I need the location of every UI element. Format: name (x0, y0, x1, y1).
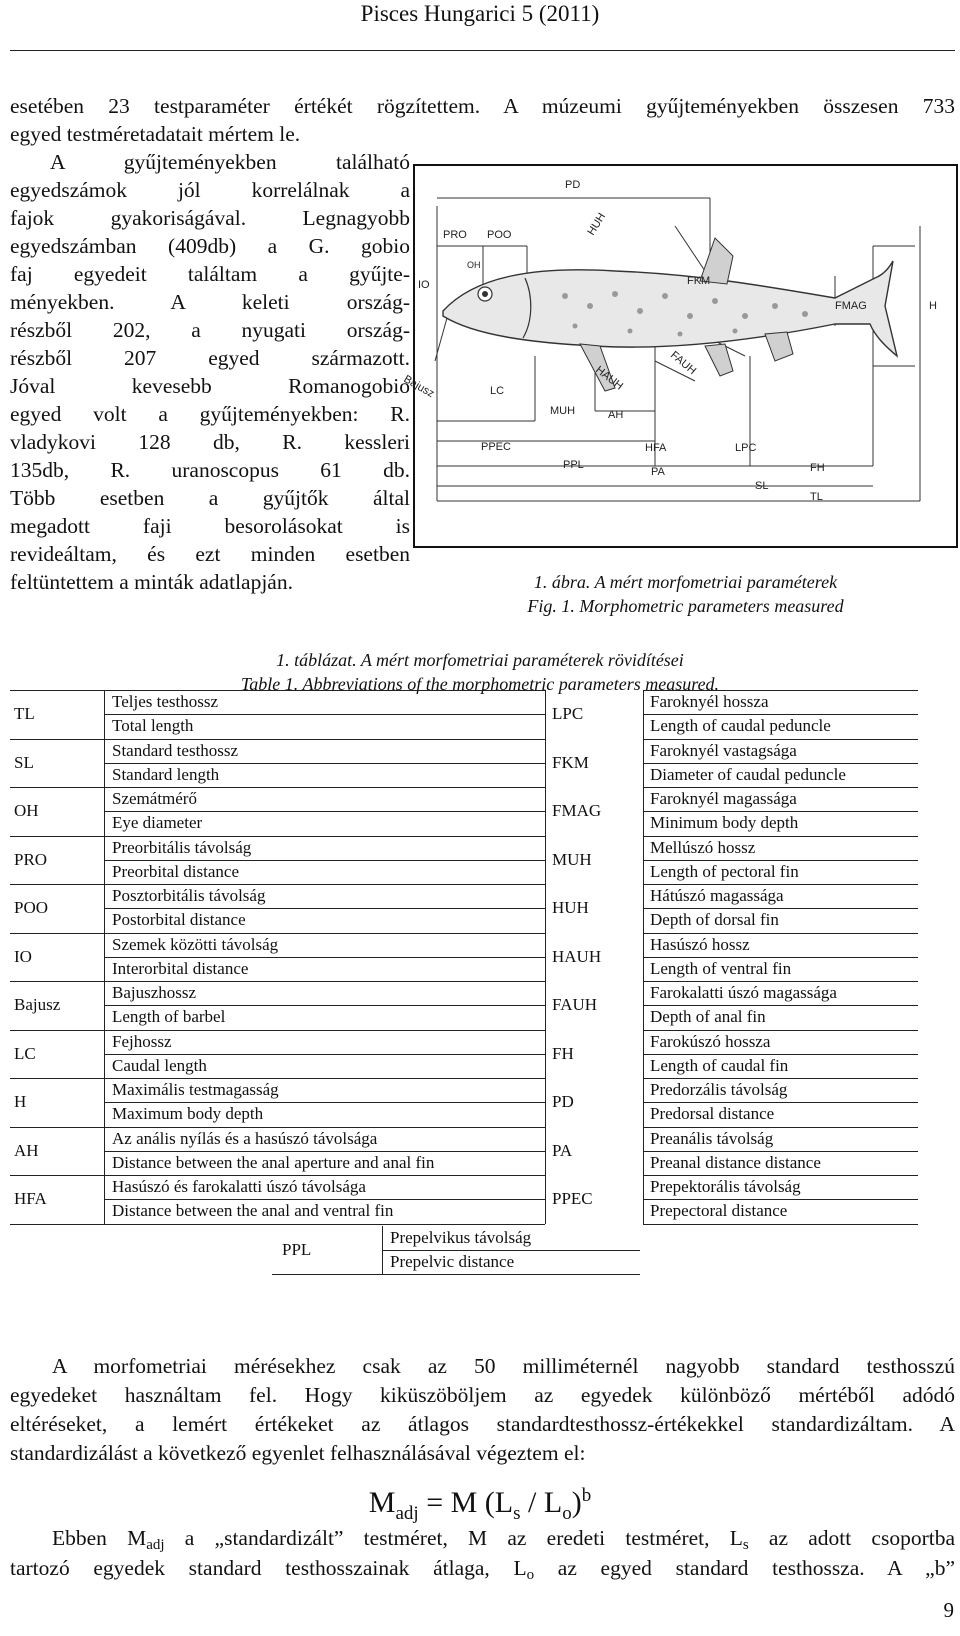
table-abbr-left: SL (14, 752, 34, 772)
table-abbr-left: OH (14, 801, 39, 820)
table-abbr-left: IO (14, 946, 32, 966)
table-hu-right: Faroknyél magassága (650, 789, 797, 808)
table-rule (643, 1005, 918, 1006)
left-col-line-8: részből 207 egyed származott. (10, 346, 410, 370)
table-hu-right: Preanális távolság (650, 1128, 774, 1148)
table-rule (104, 1102, 545, 1103)
intro-line-1: esetében 23 testparaméter értékét rögzítettem. A múzeumi gyűjteményekben összesen 733 (10, 94, 955, 118)
table-rule (643, 836, 918, 837)
table-en-left: Caudal length (112, 1055, 207, 1075)
table-en-left: Distance between the anal aperture and anal fin (112, 1152, 435, 1172)
left-col-line-11: vladykovi 128 db, R. kessleri (10, 430, 410, 454)
fig-label-oh: OH (467, 260, 481, 270)
table-rule (10, 836, 545, 837)
table-abbr-left: HFA (14, 1189, 47, 1208)
table-en-left: Standard length (112, 764, 220, 784)
table-hu-right: Hasúszó hossz (650, 934, 750, 954)
table-en-left: Postorbital distance (112, 910, 246, 929)
table-en-left: Length of barbel (112, 1007, 226, 1026)
table-abbr-left: LC (14, 1043, 36, 1063)
table-hu-right: Predorzális távolság (650, 1080, 788, 1099)
closing-l1-sub-adj: adj (146, 1537, 165, 1553)
formula-m: M (368, 1486, 396, 1519)
table-hu-left: Standard testhossz (112, 740, 239, 760)
table-divider (545, 690, 546, 1224)
table-hu-left: Fejhossz (112, 1031, 172, 1051)
figure-caption-en: Fig. 1. Morphometric parameters measured (527, 596, 844, 616)
closing-l1-b: a „standardizált” testméret, M az eredeti testméret, L (164, 1526, 743, 1550)
left-col-line-1: A gyűjteményekben található (50, 150, 410, 174)
formula-middle: = M (L (418, 1486, 514, 1519)
table-abbr-right: PA (552, 1140, 573, 1160)
table-abbr-right: FAUH (552, 995, 598, 1014)
table-rule (643, 690, 918, 691)
fig-label-pa: PA (651, 466, 665, 478)
page-number: 9 (943, 1598, 954, 1622)
table-rule (643, 981, 918, 982)
table-en-right: Length of caudal peduncle (650, 716, 831, 735)
table-abbr-right: PPEC (552, 1189, 593, 1208)
table-rule (104, 763, 545, 764)
running-header: Pisces Hungarici 5 (2011) (360, 1, 600, 26)
table-en-right: Length of caudal fin (650, 1055, 789, 1075)
fig-label-poo: POO (487, 229, 512, 241)
table-rule (10, 690, 545, 691)
fig-label-huh: HUH (585, 211, 609, 238)
table-hu-right: Farokúszó hossza (650, 1031, 771, 1051)
left-col-line-12: 135db, R. uranoscopus 61 db. (10, 458, 410, 482)
table-rule (643, 739, 918, 740)
table-hu-left: Posztorbitális távolság (112, 886, 266, 905)
table-rule (104, 860, 545, 861)
left-col-line-7: részből 202, a nyugati ország- (10, 318, 410, 342)
table-hu-left: Teljes testhossz (112, 692, 218, 711)
formula-sub-adj: adj (395, 1503, 419, 1524)
table-hu-left: Maximális testmagasság (112, 1080, 279, 1099)
table-abbr-left: POO (14, 898, 49, 917)
fig-label-fh: FH (810, 462, 825, 474)
fig-label-hauh: HAUH (593, 363, 626, 393)
table-rule (643, 1030, 918, 1031)
table-rule (10, 884, 545, 885)
fig-label-pro: PRO (443, 229, 467, 241)
table-en-extra: Prepelvic distance (390, 1251, 515, 1271)
fig-label-lpc: LPC (735, 442, 757, 454)
left-col-line-13: Több esetben a gyűjtők által (10, 486, 410, 510)
fig-label-pd: PD (565, 179, 581, 191)
table-hu-left: Hasúszó és farokalatti úszó távolsága (112, 1177, 366, 1196)
table-en-right: Depth of dorsal fin (650, 910, 779, 929)
formula-close: ) (571, 1486, 582, 1519)
table-abbr-right: FKM (552, 752, 589, 772)
fig-label-sl: SL (755, 480, 769, 492)
table-en-right: Length of ventral fin (650, 958, 792, 978)
left-col-line-15: revideáltam, és ezt minden esetben (10, 542, 410, 566)
table-hu-left: Bajuszhossz (112, 983, 197, 1002)
table-rule (643, 860, 918, 861)
table-rule (104, 908, 545, 909)
table-rule (643, 957, 918, 958)
table-divider (382, 1226, 383, 1274)
table-abbr-right: FMAG (552, 801, 602, 820)
table-rule (643, 1175, 918, 1176)
table-hu-left: Preorbitális távolság (112, 837, 252, 857)
table-hu-left: Az anális nyílás és a hasúszó távolsága (112, 1128, 378, 1148)
table-rule (10, 1030, 545, 1031)
fig-label-io: IO (418, 279, 430, 291)
table-caption-hu: 1. táblázat. A mért morfometriai paraméterek rövidítései (276, 650, 684, 670)
table-abbr-left: Bajusz (14, 995, 61, 1014)
table-rule (643, 908, 918, 909)
table-rule (10, 933, 545, 934)
table-abbr-right: PD (552, 1092, 574, 1111)
table-rule (10, 1078, 545, 1079)
closing-l2-sub-o: o (526, 1567, 535, 1583)
table-rule (272, 1274, 640, 1275)
fig-label-fmag: FMAG (835, 300, 867, 312)
table-rule (104, 1054, 545, 1055)
left-col-line-14: megadott faji besorolásokat is (10, 514, 410, 538)
table-abbr-extra: PPL (282, 1239, 312, 1259)
table-abbr-right: HUH (552, 898, 589, 917)
table-rule (10, 1175, 545, 1176)
table-rule (643, 787, 918, 788)
left-col-line-2: egyedszámok jól korrelálnak a (10, 178, 410, 202)
left-col-line-4: egyedszámban (409db) a G. gobio (10, 234, 410, 258)
closing-l2-a: tartozó egyedek standard testhosszainak átlaga, L (10, 1556, 527, 1580)
table-divider (643, 690, 644, 1224)
fig-label-fauh: FAUH (668, 349, 699, 378)
table-abbr-right: LPC (552, 704, 584, 723)
fig-label-muh: MUH (550, 405, 576, 417)
table-rule (104, 957, 545, 958)
table-en-right: Predorsal distance (650, 1104, 775, 1123)
left-col-line-3: fajok gyakoriságával. Legnagyobb (10, 206, 410, 230)
fig-label-lc: LC (490, 385, 505, 397)
table-en-left: Preorbital distance (112, 861, 239, 881)
table-rule (643, 1224, 918, 1225)
formula-sup-b: b (581, 1485, 592, 1506)
formula-sub-o: o (562, 1503, 572, 1524)
table-en-right: Prepectoral distance (650, 1201, 788, 1220)
table-rule (104, 811, 545, 812)
table-rule (643, 933, 918, 934)
table-rule (643, 811, 918, 812)
fig-label-bajusz: Bajusz (401, 373, 437, 401)
table-hu-right: Faroknyél vastagsága (650, 740, 797, 760)
closing-l1-a: Ebben M (52, 1526, 147, 1550)
table-en-left: Distance between the anal and ventral fin (112, 1201, 394, 1220)
fig-label-ah: AH (608, 409, 624, 421)
table-hu-right: Mellúszó hossz (650, 837, 756, 857)
table-rule (643, 1078, 918, 1079)
table-abbr-right: MUH (552, 849, 592, 869)
closing-l1-sub-s: s (742, 1537, 749, 1553)
table-hu-right: Hátúszó magassága (650, 886, 784, 905)
table-en-right: Depth of anal fin (650, 1007, 766, 1026)
table-rule (643, 1054, 918, 1055)
body-line-4: standardizálást a következő egyenlet felhasználásával végeztem el: (10, 1441, 586, 1465)
table-hu-right: Prepektorális távolság (650, 1177, 801, 1196)
left-col-line-5: faj egyedeit találtam a gyűjte- (10, 262, 410, 286)
table-abbr-left: PRO (14, 849, 48, 869)
table-rule (10, 1224, 545, 1225)
table-en-left: Eye diameter (112, 813, 203, 832)
body-line-2: egyedeket használtam fel. Hogy kiküszöböljem az egyedek különböző mértéből adódó (10, 1383, 955, 1407)
fig-label-ppec: PPEC (481, 441, 511, 453)
table-rule (643, 763, 918, 764)
table-rule (643, 1151, 918, 1152)
figure-caption-hu: 1. ábra. A mért morfometriai paraméterek (533, 572, 838, 592)
table-rule (643, 714, 918, 715)
table-rule (104, 1199, 545, 1200)
table-abbr-left: H (14, 1092, 27, 1111)
table-abbr-left: AH (14, 1140, 39, 1160)
closing-l2-b: az egyed standard testhossza. A „b” (534, 1556, 956, 1580)
closing-line-2 (10, 1554, 955, 1582)
left-col-line-6: ményekben. A keleti ország- (10, 290, 410, 314)
intro-line-2: egyed testméretadatait mértem le. (10, 122, 301, 146)
fig-label-hfa: HFA (645, 442, 667, 454)
table-en-right: Length of pectoral fin (650, 861, 799, 881)
table-divider (104, 690, 105, 1224)
table-en-right: Diameter of caudal peduncle (650, 764, 846, 784)
table-rule (10, 981, 545, 982)
formula-sub-s: s (513, 1503, 521, 1524)
table-en-left: Maximum body depth (112, 1104, 264, 1123)
table-rule (10, 787, 545, 788)
left-col-line-9: Jóval kevesebb Romanogobio (10, 374, 410, 398)
table-rule (643, 1199, 918, 1200)
table-en-right: Preanal distance distance (650, 1152, 821, 1172)
table-en-left: Interorbital distance (112, 958, 249, 978)
closing-l1-c: az adott csoportba (748, 1526, 955, 1550)
table-rule (643, 1102, 918, 1103)
table-rule (10, 739, 545, 740)
table-hu-right: Farokalatti úszó magassága (650, 983, 837, 1002)
table-abbr-left: TL (14, 704, 35, 723)
closing-line-1 (10, 1524, 955, 1552)
fig-label-h: H (929, 300, 937, 312)
table-hu-extra: Prepelvikus távolság (390, 1227, 532, 1247)
body-line-1: A morfometriai mérésekhez csak az 50 milliméternél nagyobb standard testhosszú (52, 1354, 955, 1378)
table-en-left: Total length (112, 716, 194, 735)
body-line-3: eltéréseket, a lemért értékeket az átlagos standardtesthossz-értékekkel standardizáltam. A (10, 1412, 955, 1436)
table-en-right: Minimum body depth (650, 813, 799, 832)
left-col-line-16: feltüntettem a minták adatlapján. (10, 570, 293, 594)
table-caption-en: Table 1. Abbreviations of the morphometric parameters measured. (240, 674, 720, 694)
formula-slash: / L (520, 1486, 563, 1519)
table-rule (643, 884, 918, 885)
table-rule (643, 1127, 918, 1128)
table-rule (104, 1151, 545, 1152)
table-hu-left: Szemek közötti távolság (112, 934, 279, 954)
fig-label-ppl: PPL (563, 459, 584, 471)
table-hu-left: Szemátmérő (112, 789, 197, 808)
table-abbr-right: HAUH (552, 946, 602, 966)
fig-label-tl: TL (810, 491, 823, 503)
table-hu-right: Faroknyél hossza (650, 692, 769, 711)
left-col-line-10: egyed volt a gyűjteményekben: R. (10, 402, 410, 426)
fig-label-fkm: FKM (687, 275, 711, 287)
table-rule (104, 714, 545, 715)
table-abbr-right: FH (552, 1043, 574, 1063)
table-rule (10, 1127, 545, 1128)
table-rule (382, 1250, 640, 1251)
table-rule (104, 1005, 545, 1006)
